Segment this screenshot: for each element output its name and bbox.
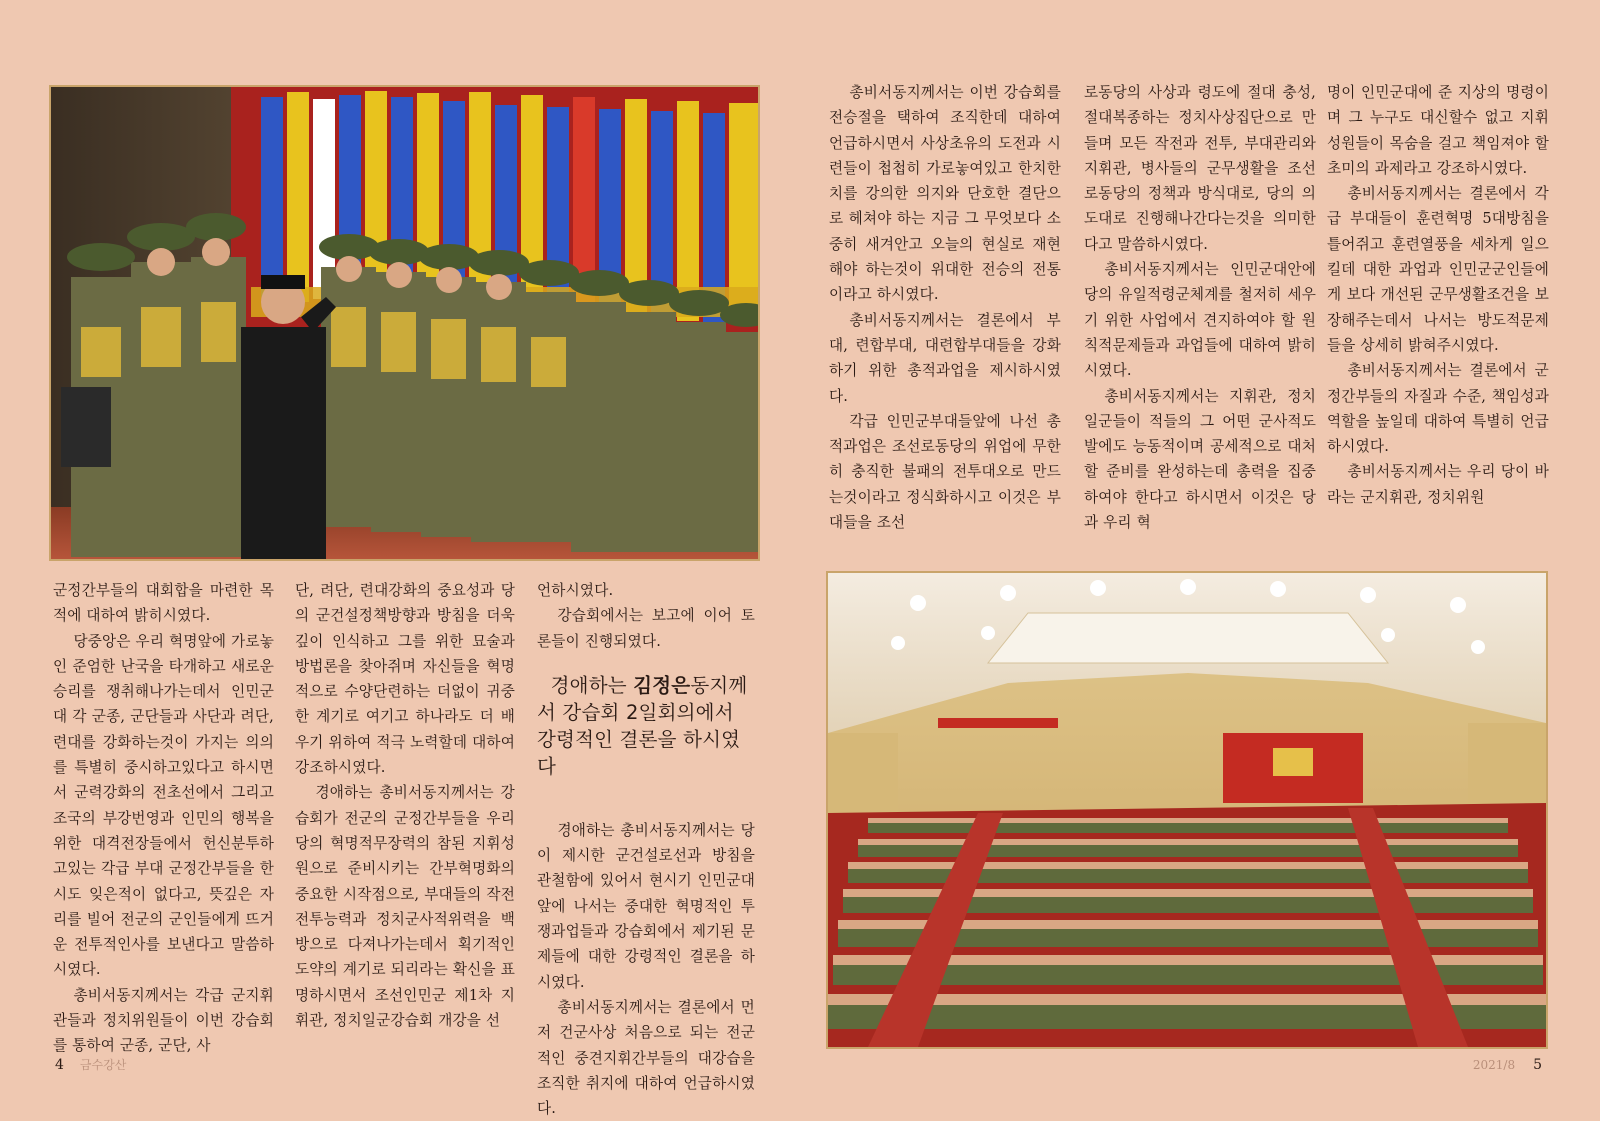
left-bottom-col3 (537, 578, 755, 1121)
section-headline (537, 672, 755, 780)
paragraph: 경애하는 총비서동지께서는 강습회가 전군의 군정간부들을 우리 당의 혁명적무장력의 참된 지휘성원으로 준비시키는 간부혁명화의 중요한 시작점으로, 부대들의 작전전투능력과 정치군사적위력을 백방으로 다져나가는데서 획기적인 도약의 계기로 되리라는 확신을 표명하시면서 조선인민군 제1차 지휘관, 정치일군강습회 개강을 선 (295, 784, 515, 1030)
paragraph: 총비서동지께서는 결론에서 군정간부들의 자질과 수준, 책임성과 역할을 높일데 대하여 특별히 언급하시였다. (1327, 362, 1549, 456)
paragraph: 강습회에서는 보고에 이어 토론들이 진행되였다. (537, 607, 755, 650)
photo-salute (49, 85, 760, 561)
paragraph: 군정간부들의 대회합을 마련한 목적에 대하여 밝히시였다. (53, 582, 274, 625)
paragraph: 명이 인민군대에 준 지상의 명령이며 그 누구도 대신할수 없고 지휘성원들이 목숨을 걸고 책임져야 할 초미의 과제라고 강조하시였다. (1327, 84, 1549, 177)
paragraph: 당중앙은 우리 혁명앞에 가로놓인 준엄한 난국을 타개하고 새로운 승리를 쟁취해나가는데서 인민군대 각 군종, 군단들과 사단과 려단, 련대를 강화하는것이 가지는 의의를 특별히 중시하고있다고 하시면서 군력강화의 전초선에서 그리고 조국의 부강번영과 인민의 행복을 위한 대격전장들에서 헌신분투하고있는 각급 부대 군정간부들을 한시도 잊은적이 없다고, 뜻깊은 자리를 빌어 전군의 군인들에게 뜨거운 전투적인사를 보낸다고 말씀하시였다. (53, 632, 274, 979)
right-top-col1 (829, 80, 1061, 535)
paragraph: 경애하는 총비서동지께서는 당이 제시한 군건설로선과 방침을 관철함에 있어서 현시기 인민군대앞에 나서는 중대한 혁명적인 투쟁과업들과 강습회에서 제기된 문제들에 대한 강령적인 결론을 하시였다. (537, 821, 755, 991)
issue-date: 2021/8 (1472, 1058, 1516, 1072)
magazine-title: 금수강산 (79, 1058, 127, 1072)
photo-salute-image (51, 87, 758, 559)
paragraph: 총비서동지께서는 각급 군지휘관들과 정치위원들이 이번 강습회를 통하여 군종, 군단, 사 (53, 986, 274, 1055)
page-number-left: 4 (55, 1057, 64, 1073)
paragraph: 로동당의 사상과 령도에 절대 충성, 절대복종하는 정치사상집단으로 만들며 모든 작전과 전투, 부대관리와 지휘관, 병사들의 군무생활을 조선로동당의 정책과 방식대로, 당의 의도대로 진행해나간다는것을 의미한다고 말씀하시였다. (1084, 84, 1316, 253)
paragraph: 단, 려단, 련대강화의 중요성과 당의 군건설정책방향과 방침을 더욱 깊이 인식하고 그를 위한 묘술과 방법론을 찾아쥐며 자신들을 혁명적으로 수양단련하는 더없이 귀중한 계기로 여기고 하나라도 더 배우기 위하여 적극 노력할데 대하여 강조하시였다. (295, 582, 515, 777)
page-number-right: 5 (1533, 1057, 1542, 1073)
headline-name: 김정은 (633, 673, 691, 697)
footer-right (1473, 1057, 1542, 1073)
paragraph: 총비서동지께서는 결론에서 부대, 련합부대, 대련합부대들을 강화하기 위한 총적과업을 제시하시였다. (829, 311, 1061, 405)
paragraph: 총비서동지께서는 결론에서 먼저 건군사상 처음으로 되는 전군적인 중견지휘간부들의 대강습을 조직한 취지에 대하여 언급하시였다. (537, 998, 755, 1118)
headline-part1: 경애하는 (550, 673, 634, 697)
right-top-col2 (1084, 80, 1316, 535)
left-bottom-col2 (295, 578, 515, 1033)
right-top-col3 (1327, 80, 1549, 510)
paragraph: 각급 인민군부대들앞에 나선 총적과업은 조선로동당의 위업에 무한히 충직한 불패의 전투대오로 만드는것이라고 정식화하시고 이것은 부대들을 조선 (829, 412, 1061, 532)
paragraph: 총비서동지께서는 이번 강습회를 전승절을 택하여 조직한데 대하여 언급하시면서 사상초유의 도전과 시련들이 첩첩히 가로놓여있고 한치한치를 강의한 의지와 단호한 결단으로 헤쳐야 하는 지금 그 무엇보다 소중히 새겨안고 오늘의 현실로 재현해야 하는것이 위대한 전승의 전통이라고 하시였다. (829, 84, 1061, 304)
headline-part2: 동지께서 강습회 2일회의에서 강령적인 결론을 하시였다 (537, 673, 748, 778)
paragraph: 총비서동지께서는 인민군대안에 당의 유일적령군체계를 철저히 세우기 위한 사업에서 견지하여야 할 원칙적문제들과 과업들에 대하여 밝히시였다. (1084, 261, 1316, 380)
paragraph: 언하시였다. (537, 582, 614, 599)
footer-left (55, 1056, 126, 1073)
paragraph: 총비서동지께서는 지휘관, 정치일군들이 적들의 그 어떤 군사적도발에도 능동적이며 공세적으로 대처할 준비를 완성하는데 총력을 집중하여야 한다고 하시면서 이것은 당과 우리 혁 (1084, 387, 1316, 532)
photo-hall (826, 571, 1548, 1049)
paragraph: 총비서동지께서는 우리 당이 바라는 군지휘관, 정치위원 (1327, 463, 1549, 506)
paragraph: 총비서동지께서는 결론에서 각급 부대들이 훈련혁명 5대방침을 틀어쥐고 훈련열풍을 세차게 일으킬데 대한 과업과 인민군군인들에게 보다 개선된 군무생활조건을 보장해주는데서 나서는 방도적문제들을 상세히 밝혀주시였다. (1327, 185, 1549, 354)
photo-hall-image (828, 573, 1546, 1047)
left-bottom-col1 (53, 578, 274, 1059)
